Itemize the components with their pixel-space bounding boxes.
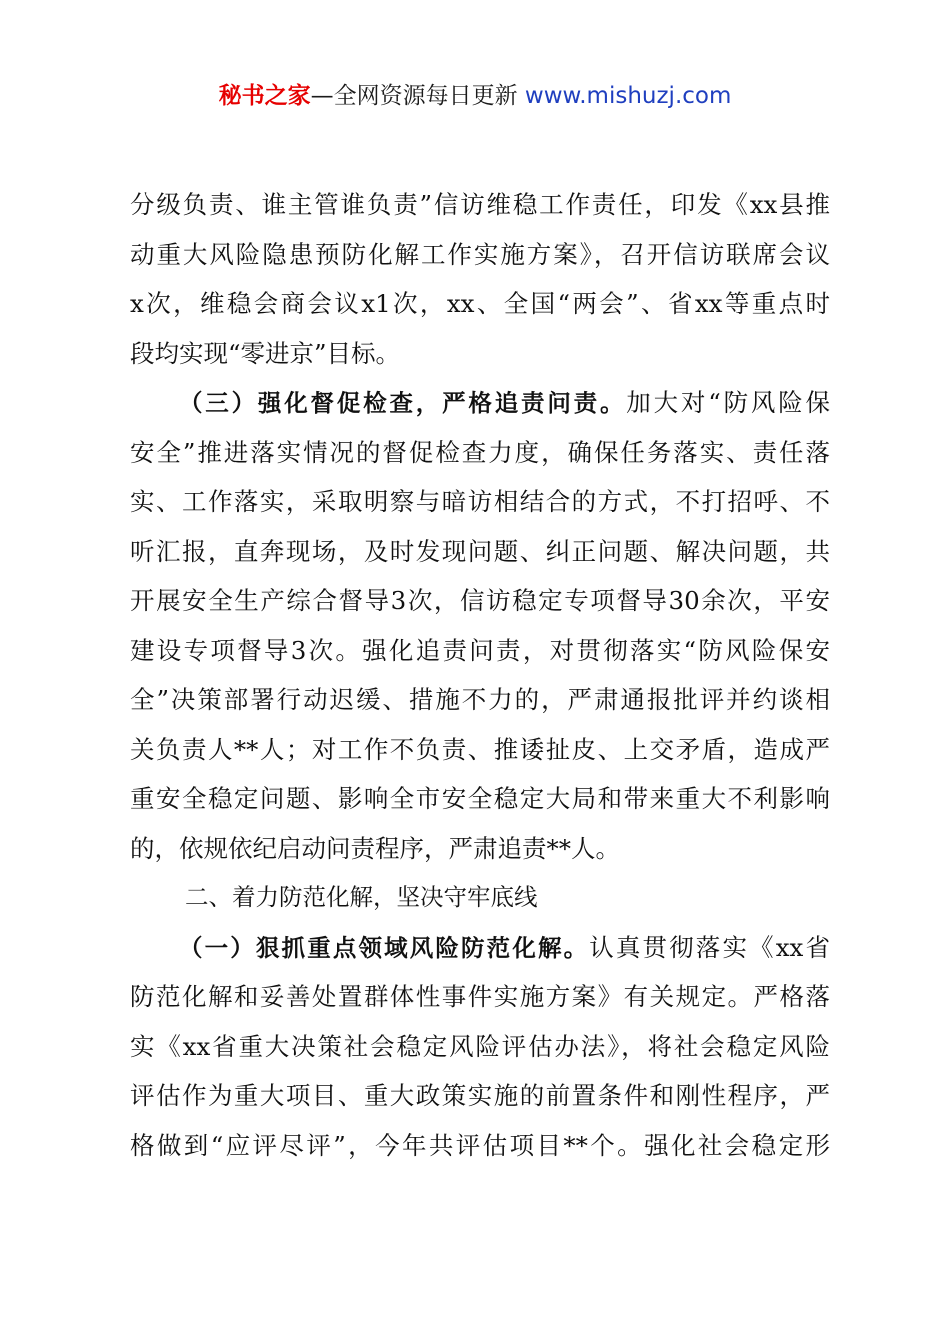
text-line: 动重大风险隐患预防化解工作实施方案》，召开信访联席会议 xyxy=(130,239,830,269)
paragraph-lead-line xyxy=(130,378,830,428)
document-body xyxy=(130,180,830,1170)
text-line: 实、工作落实，采取明察与暗访相结合的方式，不打招呼、不 xyxy=(130,487,830,516)
text-line: x次，维稳会商会议x1次，xx、全国“两会”、省xx等重点时 xyxy=(130,289,830,318)
text-span: 认真贯彻落实《xx省 xyxy=(589,932,831,962)
text-line: 建设专项督导3次。强化追责问责，对贯彻落实“防风险保安 xyxy=(130,635,830,665)
text-line: 段均实现“零进京”目标。 xyxy=(130,338,401,368)
site-header xyxy=(0,80,950,112)
text-line: 分级负责、谁主管谁负责”信访维稳工作责任，印发《xx县推 xyxy=(130,190,830,219)
text-line: 实《xx省重大决策社会稳定风险评估办法》，将社会稳定风险 xyxy=(130,1031,830,1061)
text-line: 评估作为重大项目、重大政策实施的前置条件和刚性程序，严 xyxy=(130,1081,830,1110)
site-url-link[interactable]: www.mishuzj.com xyxy=(524,83,732,109)
brand-name: 秘书之家 xyxy=(218,83,311,109)
text-line: 安全”推进落实情况的督促检查力度，确保任务落实、责任落 xyxy=(130,437,830,467)
header-tagline: 全网资源每日更新 xyxy=(333,83,518,109)
header-dash: — xyxy=(310,83,334,109)
text-line: 格做到“应评尽评”，今年共评估项目**个。强化社会稳定形 xyxy=(130,1130,830,1160)
section-heading: 二、着力防范化解，坚决守牢底线 xyxy=(185,883,538,911)
text-line: 防范化解和妥善处置群体性事件实施方案》有关规定。严格落 xyxy=(130,982,830,1011)
text-line: 关负责人**人；对工作不负责、推诿扯皮、上交矛盾，造成严 xyxy=(130,734,830,764)
text-line: 开展安全生产综合督导3次，信访稳定专项督导30余次，平安 xyxy=(130,586,830,615)
text-line: 听汇报，直奔现场，及时发现问题、纠正问题、解决问题，共 xyxy=(130,536,830,566)
text-line: 的，依规依纪启动问责程序，严肃追责**人。 xyxy=(130,833,620,863)
text-line: 重安全稳定问题、影响全市安全稳定大局和带来重大不利影响 xyxy=(130,784,830,813)
paragraph-lead-line xyxy=(130,923,830,973)
text-line: 全”决策部署行动迟缓、措施不力的，严肃通报批评并约谈相 xyxy=(130,685,830,714)
text-span: 加大对“防风险保 xyxy=(626,388,830,417)
subsection-heading: （一）狠抓重点领域风险防范化解。 xyxy=(179,933,590,962)
subsection-heading: （三）强化督促检查，严格追责问责。 xyxy=(179,389,627,417)
